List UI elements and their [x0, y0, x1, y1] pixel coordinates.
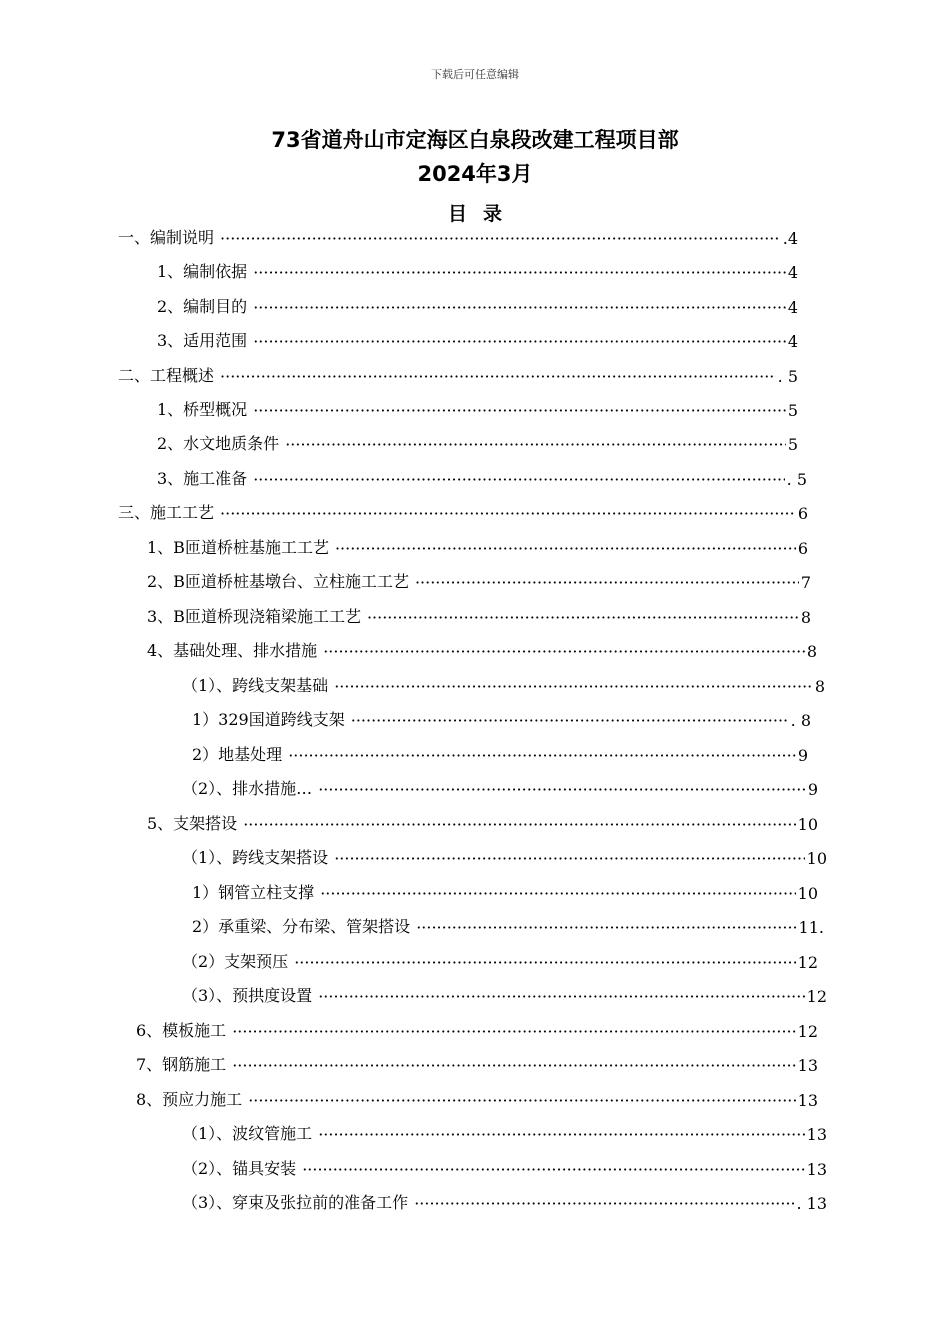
document-date: 2024年3月	[417, 162, 533, 186]
toc-leader-dots	[220, 503, 796, 523]
toc-entry-label: （1）、波纹管施工	[182, 1124, 313, 1143]
toc-entry-page: 4	[787, 263, 798, 282]
toc-entry[interactable]	[157, 256, 798, 282]
toc-entry-page: 8	[806, 642, 817, 661]
toc-entry-page: 10	[797, 815, 818, 834]
toc-leader-dots	[318, 779, 806, 799]
toc-entry-label: 6、模板施工	[136, 1021, 227, 1040]
toc-leader-dots	[294, 952, 795, 972]
toc-entry-label: 3、适用范围	[157, 331, 248, 350]
toc-entry-page: 9	[807, 780, 818, 799]
toc-entry-label: 7、钢筋施工	[136, 1055, 227, 1074]
toc-entry-page: . 8	[790, 711, 811, 730]
toc-leader-dots	[302, 1159, 804, 1179]
toc-leader-dots	[334, 676, 813, 696]
toc-leader-dots	[232, 1021, 795, 1041]
toc-heading: 目录	[447, 203, 518, 225]
toc-entry[interactable]	[157, 325, 798, 351]
toc-leader-dots	[335, 538, 796, 558]
toc-leader-dots	[334, 848, 804, 868]
toc-entry[interactable]	[157, 394, 798, 420]
toc-leader-dots	[220, 228, 781, 248]
toc-entry[interactable]	[147, 635, 817, 661]
toc-entry-label: 4、基础处理、排水措施	[147, 641, 318, 660]
toc-entry[interactable]	[182, 773, 818, 799]
toc-entry-label: （1）、跨线支架基础	[182, 676, 329, 695]
toc-entry[interactable]	[182, 842, 827, 868]
toc-entry-page: 13	[806, 1160, 827, 1179]
toc-entry[interactable]	[136, 1084, 818, 1110]
toc-entry-label: 1、桥型概况	[157, 400, 248, 419]
toc-entry-label: （3）、穿束及张拉前的准备工作	[182, 1193, 409, 1212]
toc-leader-dots	[253, 331, 786, 351]
toc-entry[interactable]	[118, 222, 798, 248]
toc-entry[interactable]	[192, 877, 818, 903]
toc-entry[interactable]	[118, 360, 798, 386]
toc-leader-dots	[323, 641, 805, 661]
toc-leader-dots	[248, 1090, 795, 1110]
toc-entry-page: 11.	[798, 918, 824, 937]
toc-entry-page: 12	[806, 987, 827, 1006]
toc-entry-label: （2）支架预压	[182, 952, 289, 971]
toc-entry[interactable]	[182, 1187, 827, 1213]
toc-leader-dots	[351, 710, 789, 730]
toc-entry-page: 8	[800, 608, 811, 627]
toc-entry-label: 2）地基处理	[192, 745, 283, 764]
toc-entry-page: 6	[797, 539, 808, 558]
toc-leader-dots	[253, 469, 784, 489]
toc-entry-page: 12	[797, 953, 818, 972]
toc-entry[interactable]	[182, 946, 818, 972]
toc-entry[interactable]	[118, 497, 808, 523]
toc-entry[interactable]	[147, 566, 811, 592]
toc-leader-dots	[318, 986, 804, 1006]
toc-entry-page: 4	[787, 298, 798, 317]
toc-entry-page: . 13	[796, 1194, 827, 1213]
toc-entry[interactable]	[157, 463, 807, 489]
toc-entry-page: 4	[787, 332, 798, 351]
toc-entry[interactable]	[136, 1049, 818, 1075]
toc-leader-dots	[253, 400, 786, 420]
toc-entry-label: 3、B匝道桥现浇箱梁施工工艺	[147, 607, 361, 626]
toc-entry[interactable]	[182, 1118, 827, 1144]
project-title: 73省道舟山市定海区白泉段改建工程项目部	[271, 128, 679, 152]
toc-entry-label: 三、施工工艺	[118, 503, 215, 522]
toc-entry[interactable]	[147, 601, 811, 627]
toc-entry-label: 3、施工准备	[157, 469, 248, 488]
toc-leader-dots	[416, 917, 796, 937]
toc-entry-page: 10	[806, 849, 827, 868]
toc-entry-page: 13	[797, 1056, 818, 1075]
toc-entry-label: 5、支架搭设	[147, 814, 238, 833]
toc-entry[interactable]	[157, 291, 798, 317]
toc-entry-label: 二、工程概述	[118, 366, 215, 385]
toc-entry-page: . 5	[786, 470, 807, 489]
toc-entry-label: 1）钢管立柱支撑	[192, 883, 315, 902]
toc-entry-label: 1）329国道跨线支架	[192, 710, 345, 729]
toc-entry-page: 5	[787, 435, 798, 454]
toc-entry-label: （1）、跨线支架搭设	[182, 848, 329, 867]
toc-leader-dots	[253, 262, 786, 282]
toc-entry-page: 13	[806, 1125, 827, 1144]
toc-entry-label: 一、编制说明	[118, 228, 215, 247]
toc-entry[interactable]	[192, 704, 811, 730]
toc-entry[interactable]	[136, 1015, 818, 1041]
toc-entry[interactable]	[157, 428, 798, 454]
toc-entry[interactable]	[147, 808, 818, 834]
toc-leader-dots	[253, 297, 786, 317]
toc-leader-dots	[415, 572, 799, 592]
toc-entry-page: . 5	[777, 367, 798, 386]
toc-entry-label: 1、B匝道桥桩基施工工艺	[147, 538, 329, 557]
toc-entry-page: 13	[797, 1091, 818, 1110]
toc-entry-page: 9	[797, 746, 808, 765]
toc-leader-dots	[285, 434, 786, 454]
toc-leader-dots	[414, 1193, 794, 1213]
toc-leader-dots	[220, 366, 776, 386]
toc-entry-label: 1、编制依据	[157, 262, 248, 281]
toc-leader-dots	[288, 745, 796, 765]
toc-entry[interactable]	[182, 670, 825, 696]
toc-entry-label: 2）承重梁、分布梁、管架搭设	[192, 917, 411, 936]
toc-entry-page: .4	[782, 229, 798, 248]
toc-entry-label: （2）、排水措施…	[182, 779, 313, 798]
toc-entry-label: （3）、预拱度设置	[182, 986, 313, 1005]
header-note: 下载后可任意编辑	[431, 68, 519, 81]
toc-leader-dots	[320, 883, 795, 903]
toc-entry-page: 6	[797, 504, 808, 523]
toc-entry-label: 2、B匝道桥桩基墩台、立柱施工工艺	[147, 572, 409, 591]
toc-leader-dots	[232, 1055, 795, 1075]
toc-entry-page: 7	[800, 573, 811, 592]
toc-entry-page: 10	[797, 884, 818, 903]
toc-entry-page: 12	[797, 1022, 818, 1041]
toc-entry[interactable]	[182, 980, 827, 1006]
toc-entry-label: 2、水文地质条件	[157, 434, 280, 453]
toc-entry-page: 8	[814, 677, 825, 696]
toc-entry[interactable]	[192, 911, 824, 937]
toc-entry-label: 2、编制目的	[157, 297, 248, 316]
toc-entry-page: 5	[787, 401, 798, 420]
toc-entry-label: 8、预应力施工	[136, 1090, 243, 1109]
toc-entry-label: （2）、锚具安装	[182, 1159, 297, 1178]
toc-entry[interactable]	[192, 739, 808, 765]
toc-leader-dots	[243, 814, 795, 834]
toc-leader-dots	[318, 1124, 804, 1144]
toc-entry[interactable]	[182, 1153, 827, 1179]
toc-leader-dots	[367, 607, 799, 627]
toc-entry[interactable]	[147, 532, 808, 558]
